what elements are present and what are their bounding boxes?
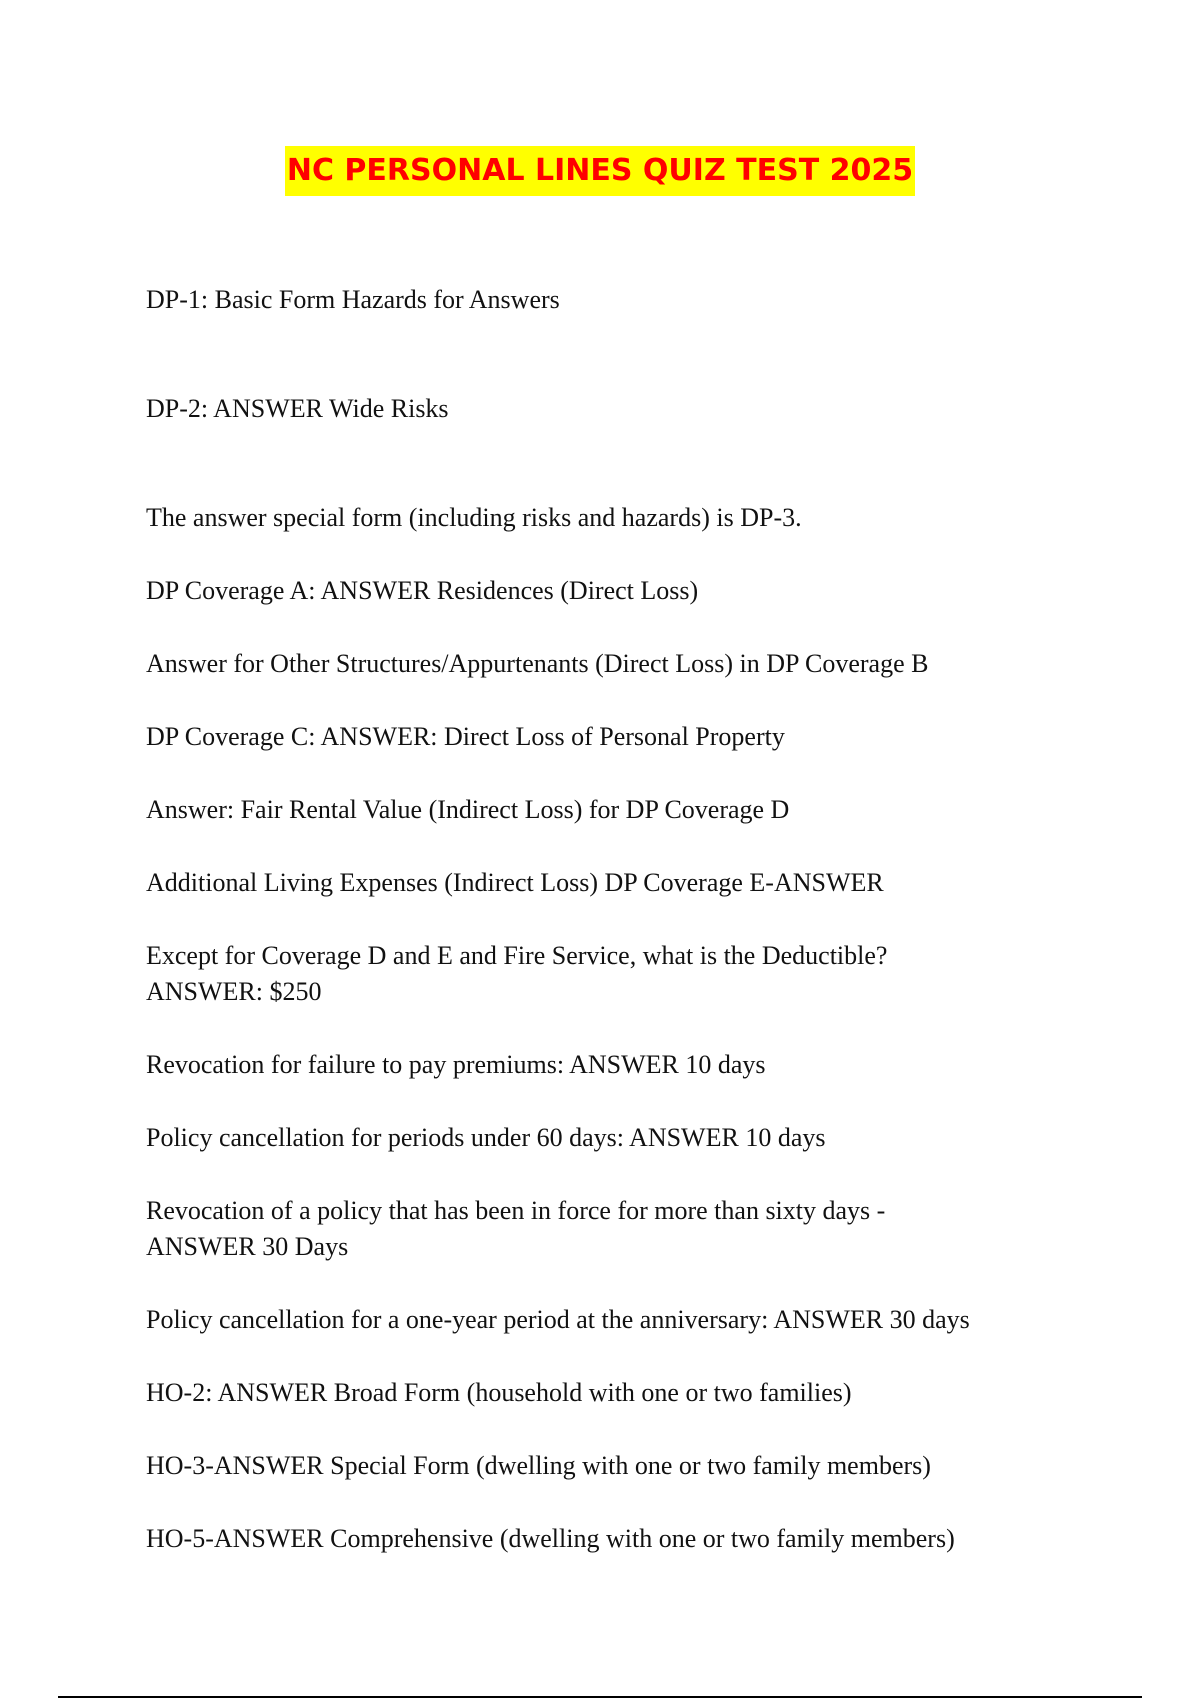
quiz-item-line: Answer for Other Structures/Appurtenants (Direct Loss) in DP Coverage B: [146, 649, 929, 678]
quiz-item: [146, 865, 1086, 901]
quiz-item: [146, 719, 1086, 755]
quiz-item-line: DP Coverage A: ANSWER Residences (Direct Loss): [146, 576, 699, 605]
quiz-item: [146, 1521, 1086, 1557]
document-title: NC PERSONAL LINES QUIZ TEST 2025: [285, 146, 915, 196]
quiz-item-line: Additional Living Expenses (Indirect Loss) DP Coverage E-ANSWER: [146, 868, 884, 897]
quiz-item: [146, 282, 1086, 318]
quiz-item: [146, 1120, 1086, 1156]
quiz-item: [146, 1448, 1086, 1484]
quiz-item: [146, 1047, 1086, 1083]
quiz-item-line: HO-3-ANSWER Special Form (dwelling with one or two family members): [146, 1451, 931, 1480]
quiz-item-line: Except for Coverage D and E and Fire Service, what is the Deductible?: [146, 941, 888, 970]
quiz-item-line: DP-2: ANSWER Wide Risks: [146, 394, 449, 423]
quiz-item-line: Revocation for failure to pay premiums: ANSWER 10 days: [146, 1050, 766, 1079]
title-container: [0, 146, 1200, 196]
quiz-item-line: Revocation of a policy that has been in force for more than sixty days -: [146, 1196, 886, 1225]
footer-divider: [58, 1696, 1142, 1698]
quiz-item-line: DP-1: Basic Form Hazards for Answers: [146, 285, 560, 314]
quiz-item-line: HO-5-ANSWER Comprehensive (dwelling with one or two family members): [146, 1524, 955, 1553]
quiz-item-line: DP Coverage C: ANSWER: Direct Loss of Personal Property: [146, 722, 785, 751]
quiz-item-line: HO-2: ANSWER Broad Form (household with one or two families): [146, 1378, 852, 1407]
quiz-item: [146, 500, 1086, 536]
quiz-item: [146, 792, 1086, 828]
quiz-item: [146, 1193, 1086, 1265]
quiz-item-line: Policy cancellation for periods under 60 days: ANSWER 10 days: [146, 1123, 826, 1152]
quiz-item: [146, 1375, 1086, 1411]
quiz-item-line: ANSWER: $250: [146, 977, 322, 1006]
quiz-item-line: Policy cancellation for a one-year period at the anniversary: ANSWER 30 days: [146, 1305, 970, 1334]
quiz-item: [146, 1302, 1086, 1338]
quiz-item: [146, 646, 1086, 682]
quiz-item: [146, 573, 1086, 609]
quiz-item-line: Answer: Fair Rental Value (Indirect Loss) for DP Coverage D: [146, 795, 790, 824]
quiz-item: [146, 938, 1086, 1010]
quiz-item: [146, 391, 1086, 427]
quiz-item-line: The answer special form (including risks and hazards) is DP-3.: [146, 503, 802, 532]
quiz-item-line: ANSWER 30 Days: [146, 1232, 349, 1261]
